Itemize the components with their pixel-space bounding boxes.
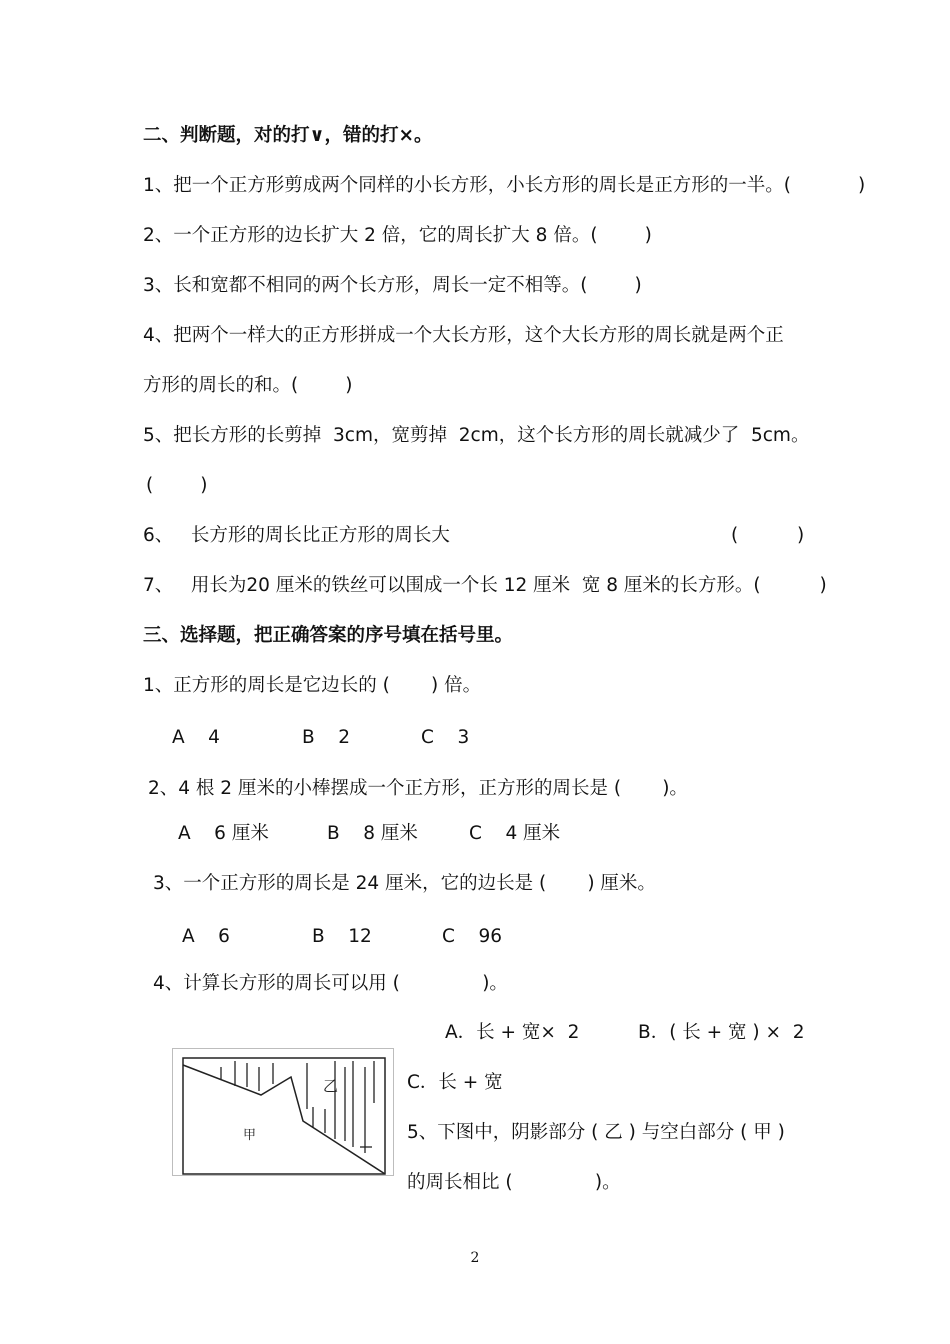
choice-q5-stem: 5、下图中，阴影部分 ( 乙 ) 与空白部分 ( 甲 ) bbox=[407, 1122, 785, 1143]
choice-q1-option-c: C 3 bbox=[421, 727, 470, 748]
judge-item-2: 2、一个正方形的边长扩大 2 倍，它的周长扩大 8 倍。( ) bbox=[143, 225, 652, 246]
choice-q1-option-a: A 4 bbox=[172, 727, 220, 748]
choice-q2-stem: 2、4 根 2 厘米的小棒摆成一个正方形，正方形的周长是 ( )。 bbox=[148, 778, 688, 799]
choice-q2-option-a: A 6 厘米 bbox=[178, 823, 269, 844]
judge-item-1: 1、把一个正方形剪成两个同样的小长方形，小长方形的周长是正方形的一半。( bbox=[143, 175, 791, 196]
choice-q1-option-b: B 2 bbox=[302, 727, 350, 748]
perimeter-figure-drawing bbox=[173, 1049, 393, 1175]
choice-q2-option-c: C 4 厘米 bbox=[469, 823, 561, 844]
choice-q1-stem: 1、正方形的周长是它边长的 ( ) 倍。 bbox=[143, 675, 482, 696]
judge-item-6: 6、 长方形的周长比正方形的周长大 bbox=[143, 525, 450, 546]
figure-label-yi: 乙 bbox=[323, 1077, 339, 1095]
perimeter-figure bbox=[172, 1048, 394, 1176]
judge-item-1-paren: ) bbox=[858, 175, 866, 196]
choice-q3-stem: 3、一个正方形的周长是 24 厘米，它的边长是 ( ) 厘米。 bbox=[153, 873, 656, 894]
section3-title: 三、选择题，把正确答案的序号填在括号里。 bbox=[143, 625, 514, 646]
judge-item-4: 4、把两个一样大的正方形拼成一个大长方形，这个大长方形的周长就是两个正 bbox=[143, 325, 784, 346]
judge-item-5-cont: ( ) bbox=[146, 475, 208, 496]
judge-item-4-cont: 方形的周长的和。( ) bbox=[143, 375, 353, 396]
judge-item-5: 5、把长方形的长剪掉 3cm，宽剪掉 2cm，这个长方形的周长就减少了 5cm。 bbox=[143, 425, 810, 446]
choice-q5-cont: 的周长相比 ( )。 bbox=[407, 1172, 621, 1193]
choice-q3-option-a: A 6 bbox=[182, 926, 230, 947]
choice-q4-stem: 4、计算长方形的周长可以用 ( )。 bbox=[153, 973, 508, 994]
choice-q3-option-b: B 12 bbox=[312, 926, 372, 947]
judge-item-3: 3、长和宽都不相同的两个长方形，周长一定不相等。( ) bbox=[143, 275, 642, 296]
choice-q2-option-b: B 8 厘米 bbox=[327, 823, 418, 844]
section2-title: 二、判断题，对的打∨，错的打×。 bbox=[143, 125, 433, 146]
choice-q4-option-b: B．( 长 + 宽 ) × 2 bbox=[638, 1022, 805, 1043]
figure-label-jia: 甲 bbox=[243, 1128, 257, 1143]
judge-item-6-paren: ( ) bbox=[731, 525, 805, 546]
choice-q4-option-a: A．长 + 宽× 2 bbox=[445, 1022, 580, 1043]
judge-item-7: 7、 用长为20 厘米的铁丝可以围成一个长 12 厘米 宽 8 厘米的长方形。( ) bbox=[143, 575, 827, 596]
page-number: 2 bbox=[470, 1250, 480, 1266]
choice-q4-option-c: C．长 + 宽 bbox=[407, 1072, 503, 1093]
choice-q3-option-c: C 96 bbox=[442, 926, 502, 947]
